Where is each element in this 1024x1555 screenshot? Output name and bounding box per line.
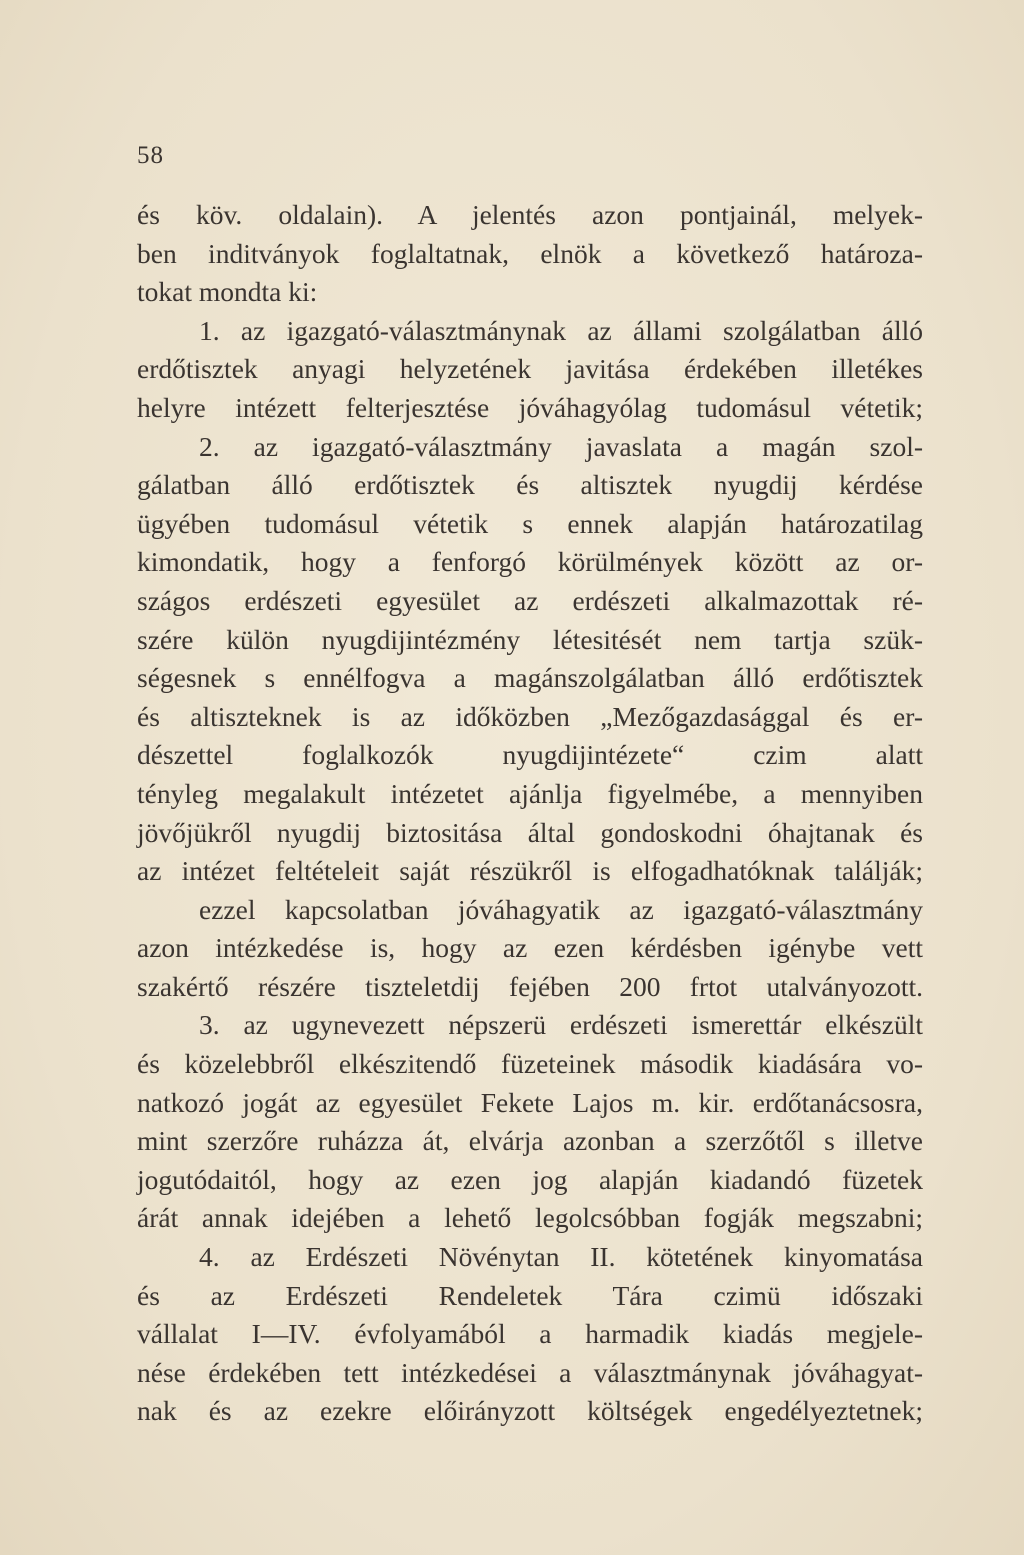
text-line: 3. az ugynevezett népszerü erdészeti ismerettár elkészült	[199, 1009, 923, 1041]
text-line: az intézet feltételeit saját részükről is elfogadhatóknak találják;	[137, 855, 923, 887]
text-line: mint szerzőre ruházza át, elvárja azonban a szerzőtől s illetve	[137, 1125, 923, 1157]
text-line: jogutódaitól, hogy az ezen jog alapján kiadandó füzetek	[137, 1163, 923, 1195]
text-line: vállalat I—IV. évfolyamából a harmadik kiadás megjele-	[137, 1318, 923, 1350]
text-line: nak és az ezekre előirányzott költségek engedélyeztetnek;	[137, 1395, 923, 1427]
text-line: helyre intézett felterjesztése jóváhagyólag tudomásul vétetik;	[137, 391, 923, 423]
text-line: szágos erdészeti egyesület az erdészeti alkalmazottak ré-	[137, 584, 923, 616]
text-line: és az Erdészeti Rendeletek Tára czimü időszaki	[137, 1279, 923, 1311]
text-line: és altiszteknek is az időközben „Mezőgazdasággal és er-	[137, 700, 923, 732]
text-line: és közelebbről elkészitendő füzeteinek második kiadására vo-	[137, 1048, 923, 1080]
text-line: ségesnek s ennélfogva a magánszolgálatban álló erdőtisztek	[137, 662, 923, 694]
text-line: nése érdekében tett intézkedései a választmánynak jóváhagyat-	[137, 1356, 923, 1388]
body-text	[137, 196, 923, 1431]
text-line: 4. az Erdészeti Növénytan II. kötetének kinyomatása	[199, 1241, 923, 1273]
text-line: szére külön nyugdijintézmény létesitését nem tartja szük-	[137, 623, 923, 655]
text-line: ben inditványok foglaltatnak, elnök a következő határoza-	[137, 237, 923, 269]
text-line: 2. az igazgató-választmány javaslata a magán szol-	[199, 430, 923, 462]
text-line: kimondatik, hogy a fenforgó körülmények között az or-	[137, 546, 923, 578]
text-line: ezzel kapcsolatban jóváhagyatik az igazgató-választmány	[199, 893, 923, 925]
page-number: 58	[137, 142, 164, 169]
text-line: erdőtisztek anyagi helyzetének javitása érdekében illetékes	[137, 353, 923, 385]
text-line: szakértő részére tiszteletdij fejében 200 frtot utalványozott.	[137, 970, 923, 1002]
text-line: tokat mondta ki:	[137, 276, 318, 308]
text-line: tényleg megalakult intézetet ajánlja figyelmébe, a mennyiben	[137, 777, 923, 809]
text-line: azon intézkedése is, hogy az ezen kérdésben igénybe vett	[137, 932, 923, 964]
text-line: 1. az igazgató-választmánynak az állami szolgálatban álló	[199, 314, 923, 346]
text-line: gálatban álló erdőtisztek és altisztek nyugdij kérdése	[137, 469, 923, 501]
text-line: és köv. oldalain). A jelentés azon pontjainál, melyek-	[137, 199, 923, 230]
text-line: natkozó jogát az egyesület Fekete Lajos m. kir. erdőtanácsosra,	[137, 1086, 923, 1118]
text-line: dészettel foglalkozók nyugdijintézete“ czim alatt	[137, 739, 923, 771]
text-line: ügyében tudomásul vétetik s ennek alapján határozatilag	[137, 507, 923, 539]
text-line: árát annak idejében a lehető legolcsóbban fogják megszabni;	[137, 1202, 923, 1234]
text-line: jövőjükről nyugdij biztositása által gondoskodni óhajtanak és	[137, 816, 923, 848]
